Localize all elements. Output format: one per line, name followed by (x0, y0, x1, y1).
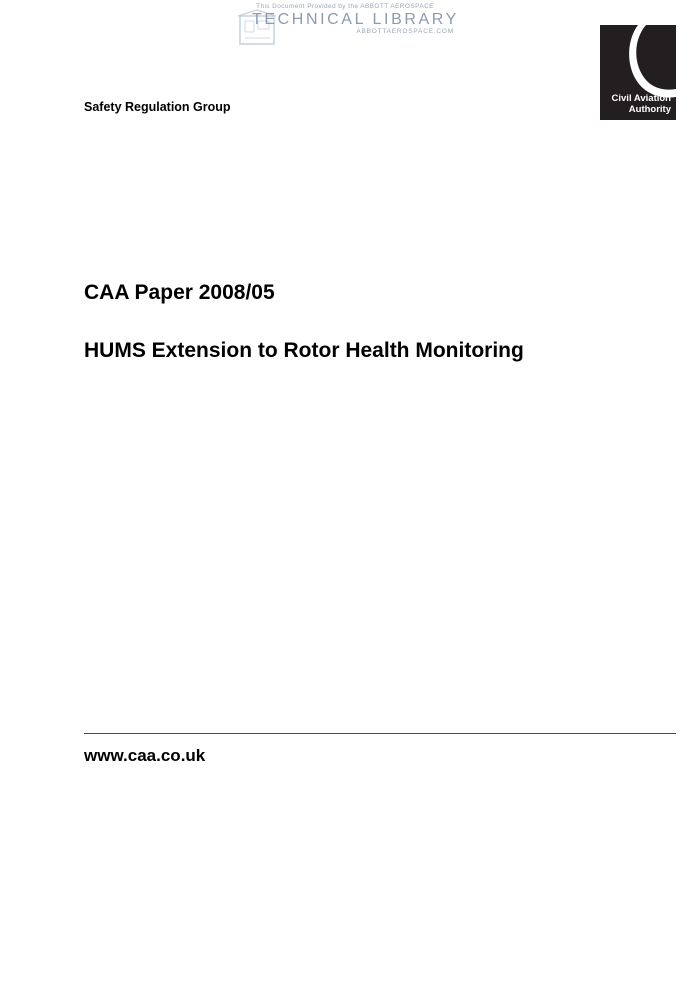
group-name: Safety Regulation Group (84, 100, 231, 114)
watermark-url: ABBOTTAEROSPACE.COM (356, 28, 454, 35)
watermark-provider-text: This Document Provided by the ABBOTT AEROSPACE (256, 3, 434, 10)
paper-number: CAA Paper 2008/05 (84, 281, 275, 304)
paper-title: HUMS Extension to Rotor Health Monitoring (84, 339, 524, 362)
caa-logo (600, 25, 676, 120)
caa-logo-line1: Civil Aviation (611, 93, 671, 104)
website-link[interactable]: www.caa.co.uk (84, 746, 206, 765)
watermark (232, 2, 457, 50)
watermark-library-title: TECHNICAL LIBRARY (252, 11, 459, 28)
caa-logo-line2: Authority (628, 104, 671, 115)
footer-divider (84, 733, 676, 734)
caa-logo-text (612, 93, 671, 115)
